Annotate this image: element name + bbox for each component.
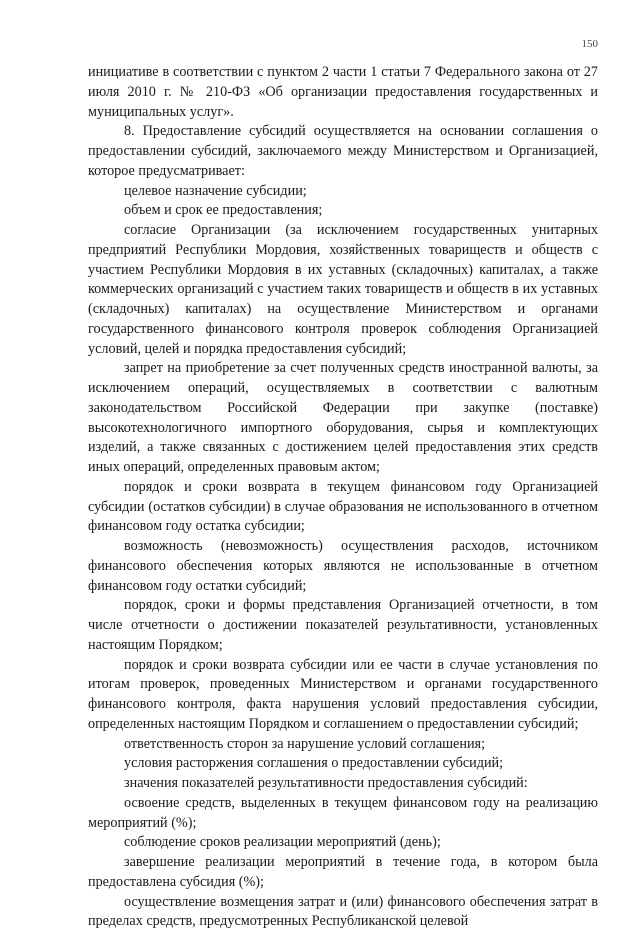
paragraph-currency-ban: запрет на приобретение за счет полученных средств иностранной валюты, за исключением операций, осуществляемых в соответствии с валютным законодательством Российской Федерации при закупке (поставке) высокотехнологичного импортного оборудования, сырья и комплектующих изделий, а также связанных с достижением целей предоставления этих средств иных операций, определенных правовым актом;	[88, 359, 598, 478]
paragraph-indicator-deadlines: соблюдение сроков реализации мероприятий (день);	[88, 833, 598, 853]
paragraph-liability: ответственность сторон за нарушение условий соглашения;	[88, 735, 598, 755]
paragraph-indicator-completion: завершение реализации мероприятий в течение года, в котором была предоставлена субсидия (%);	[88, 853, 598, 893]
paragraph-item-8: 8. Предоставление субсидий осуществляется на основании соглашения о предоставлении субсидий, заключаемого между Министерством и Организацией, которое предусматривает:	[88, 122, 598, 181]
paragraph-reporting: порядок, сроки и формы представления Организацией отчетности, в том числе отчетности о достижении показателей результативности, установленных настоящим Порядком;	[88, 596, 598, 655]
paragraph-purpose: целевое назначение субсидии;	[88, 182, 598, 202]
paragraph-expense-possibility: возможность (невозможность) осуществления расходов, источником финансового обеспечения которых являются не использованные в отчетном финансовом году остатки субсидий;	[88, 537, 598, 596]
paragraph-refund-balance: порядок и сроки возврата в текущем финансовом году Организацией субсидии (остатков субсидии) в случае образования не использованного в отчетном финансовом году остатка субсидии;	[88, 478, 598, 537]
paragraph-termination: условия расторжения соглашения о предоставлении субсидий;	[88, 754, 598, 774]
paragraph-continuation: инициативе в соответствии с пунктом 2 части 1 статьи 7 Федерального закона от 27 июля 2010 г. № 210-ФЗ «Об организации предоставления государственных и муниципальных услуг».	[88, 63, 598, 122]
paragraph-indicator-funds: освоение средств, выделенных в текущем финансовом году на реализацию мероприятий (%);	[88, 794, 598, 834]
paragraph-volume-term: объем и срок ее предоставления;	[88, 201, 598, 221]
paragraph-indicators: значения показателей результативности предоставления субсидий:	[88, 774, 598, 794]
paragraph-consent: согласие Организации (за исключением государственных унитарных предприятий Республики Мордовия, хозяйственных товариществ и обществ с участием Республики Мордовия в их уставных (складочных) капиталах, а также коммерческих организаций с участием таких товариществ и обществ в их уставных (складочных) капиталах) на осуществление Министерством и органами государственного финансового контроля проверок соблюдения Организацией условий, целей и порядка предоставления субсидий;	[88, 221, 598, 359]
paragraph-refund-violation: порядок и сроки возврата субсидии или ее части в случае установления по итогам проверок, проведенных Министерством и органами государственного финансового контроля, факта нарушения условий предоставления субсидии, определенных настоящим Порядком и соглашением о предоставлении субсидий;	[88, 656, 598, 735]
page-number: 150	[582, 38, 599, 50]
document-body	[88, 63, 598, 932]
paragraph-cost-reimbursement: осуществление возмещения затрат и (или) финансового обеспечения затрат в пределах средств, предусмотренных Республиканской целевой	[88, 893, 598, 932]
